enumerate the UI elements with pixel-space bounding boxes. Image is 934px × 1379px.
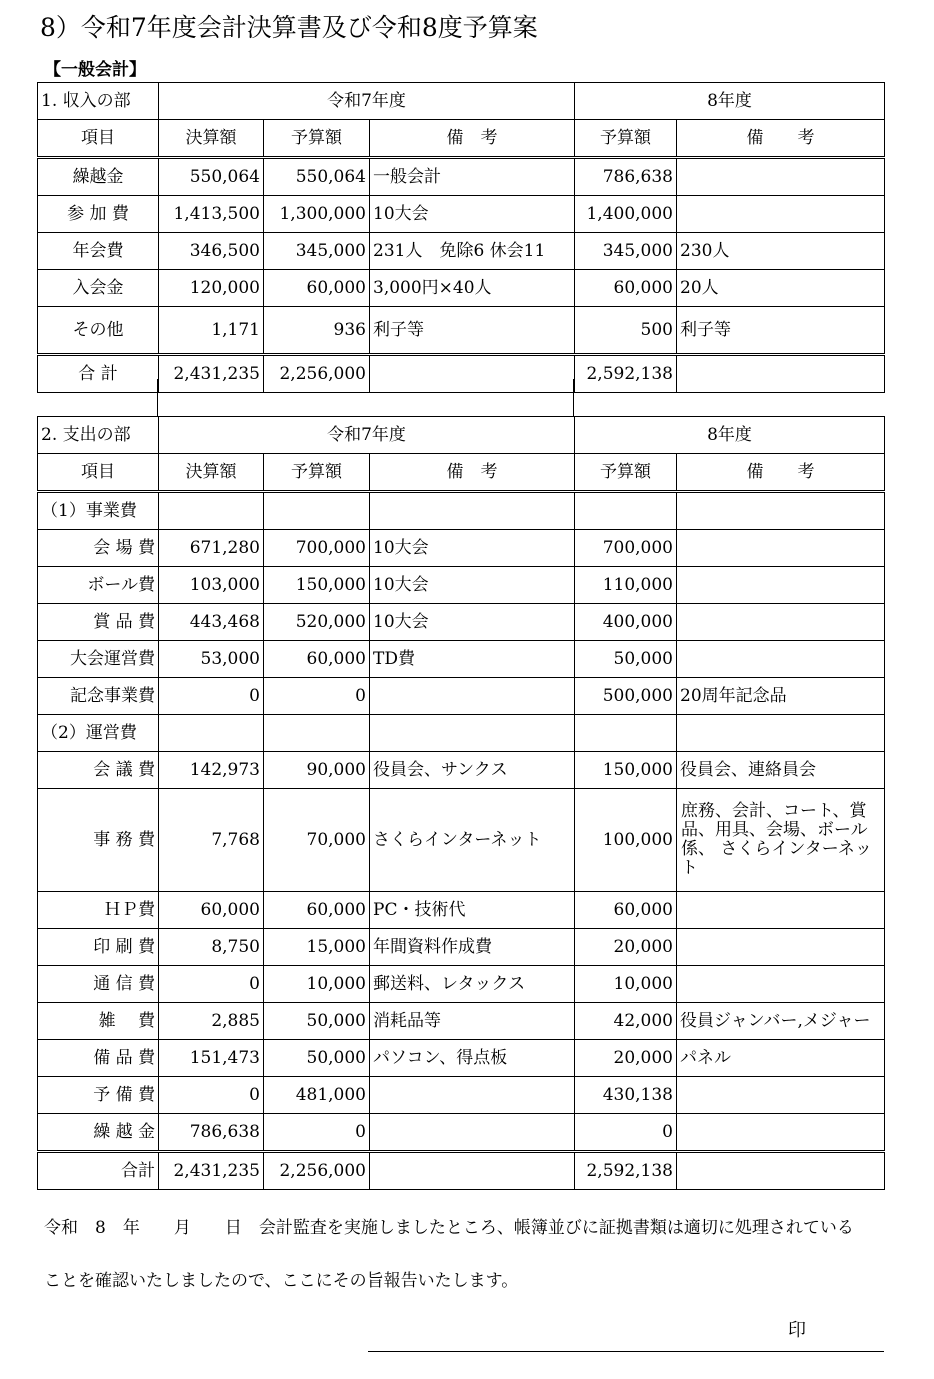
table-cell: （2）運営費	[38, 715, 159, 752]
table-cell: 1,300,000	[264, 196, 370, 233]
table-cell: 120,000	[159, 270, 264, 307]
table-cell: 60,000	[575, 892, 677, 929]
table-cell	[677, 641, 885, 678]
table-cell: 10,000	[264, 966, 370, 1003]
table-cell: 400,000	[575, 604, 677, 641]
table-row	[38, 789, 885, 892]
table-cell: 481,000	[264, 1077, 370, 1114]
table-cell: 1,413,500	[159, 196, 264, 233]
table-cell	[677, 567, 885, 604]
table-cell: 7,768	[159, 789, 264, 892]
audit-statement-line1: 令和 8 年 月 日 会計監査を実施しましたところ、帳簿並びに証拠書類は適切に処理されている	[44, 1218, 854, 1238]
table-cell: 予 備 費	[38, 1077, 159, 1114]
table-cell: 年会費	[38, 233, 159, 270]
table-cell	[575, 715, 677, 752]
table-cell: 雑 費	[38, 1003, 159, 1040]
table-cell: 0	[264, 678, 370, 715]
table-cell: 150,000	[264, 567, 370, 604]
table-cell: 0	[264, 1114, 370, 1152]
table-row	[38, 1114, 885, 1152]
next-year-label: 8年度	[575, 83, 885, 120]
table-cell: 合 計	[38, 355, 159, 393]
table-cell	[677, 158, 885, 196]
section-label: 2. 支出の部	[38, 417, 159, 454]
table-cell	[677, 196, 885, 233]
table-row	[38, 604, 885, 641]
table-cell	[677, 929, 885, 966]
table-cell: 利子等	[370, 307, 575, 355]
table-cell: 0	[575, 1114, 677, 1152]
table-cell: 60,000	[159, 892, 264, 929]
table-cell: PC・技術代	[370, 892, 575, 929]
table-cell: 100,000	[575, 789, 677, 892]
table-cell: 8,750	[159, 929, 264, 966]
column-header-row	[38, 120, 885, 158]
table-cell: 庶務、会計、コート、賞品、用具、会場、ボール係、 さくらインターネット	[677, 789, 885, 892]
table-cell: ＨＰ費	[38, 892, 159, 929]
table-cell: 入会金	[38, 270, 159, 307]
section-label: 1. 収入の部	[38, 83, 159, 120]
table-cell: 15,000	[264, 929, 370, 966]
table-row	[38, 1077, 885, 1114]
table-cell: 345,000	[575, 233, 677, 270]
table-cell: ボール費	[38, 567, 159, 604]
table-cell: 備 考	[677, 120, 885, 158]
table-cell: 繰 越 金	[38, 1114, 159, 1152]
table-cell: 20,000	[575, 929, 677, 966]
table-cell	[677, 604, 885, 641]
table-cell	[677, 966, 885, 1003]
table-cell: 1,400,000	[575, 196, 677, 233]
table-cell	[370, 355, 575, 393]
table-cell: 150,000	[575, 752, 677, 789]
table-cell: 役員会、サンクス	[370, 752, 575, 789]
table-cell: 20人	[677, 270, 885, 307]
table-cell	[370, 678, 575, 715]
table-cell: さくらインターネット	[370, 789, 575, 892]
table-row	[38, 270, 885, 307]
expense-table	[37, 416, 885, 1190]
section-header-row	[38, 83, 885, 120]
table-cell: 430,138	[575, 1077, 677, 1114]
table-cell: 役員会、連絡員会	[677, 752, 885, 789]
table-cell: 50,000	[264, 1003, 370, 1040]
table-cell	[370, 1152, 575, 1190]
table-cell: 印 刷 費	[38, 929, 159, 966]
table-cell: 151,473	[159, 1040, 264, 1077]
table-cell: 230人	[677, 233, 885, 270]
table-cell: 2,885	[159, 1003, 264, 1040]
table-cell: 110,000	[575, 567, 677, 604]
table-cell: 2,592,138	[575, 1152, 677, 1190]
table-cell: 賞 品 費	[38, 604, 159, 641]
table-cell: 50,000	[264, 1040, 370, 1077]
table-cell	[370, 492, 575, 530]
table-cell: 443,468	[159, 604, 264, 641]
table-cell	[677, 1077, 885, 1114]
table-cell	[677, 1152, 885, 1190]
table-cell: 90,000	[264, 752, 370, 789]
table-cell: 事 務 費	[38, 789, 159, 892]
table-cell: 2,431,235	[159, 355, 264, 393]
table-cell: 10大会	[370, 196, 575, 233]
table-cell: 消耗品等	[370, 1003, 575, 1040]
gap-divider-left	[157, 379, 158, 416]
table-cell: 20周年記念品	[677, 678, 885, 715]
table-cell: 記念事業費	[38, 678, 159, 715]
table-cell: パネル	[677, 1040, 885, 1077]
table-cell: 0	[159, 678, 264, 715]
table-cell: 42,000	[575, 1003, 677, 1040]
table-cell: 671,280	[159, 530, 264, 567]
table-cell	[264, 715, 370, 752]
table-cell: 50,000	[575, 641, 677, 678]
table-row	[38, 196, 885, 233]
table-cell: 10大会	[370, 530, 575, 567]
table-row	[38, 1040, 885, 1077]
table-cell	[370, 1077, 575, 1114]
table-cell: 700,000	[264, 530, 370, 567]
table-cell: 項目	[38, 120, 159, 158]
signature-line	[368, 1351, 884, 1352]
table-cell: 通 信 費	[38, 966, 159, 1003]
table-row	[38, 752, 885, 789]
table-cell	[677, 1114, 885, 1152]
table-cell: 2,431,235	[159, 1152, 264, 1190]
table-cell	[677, 492, 885, 530]
table-cell: 備 考	[370, 454, 575, 492]
table-cell: 10大会	[370, 567, 575, 604]
table-cell: 70,000	[264, 789, 370, 892]
table-cell	[677, 892, 885, 929]
table-cell: 項目	[38, 454, 159, 492]
section-subtitle: 【一般会計】	[44, 60, 146, 80]
table-cell	[677, 715, 885, 752]
table-cell: 会 場 費	[38, 530, 159, 567]
table-cell: 20,000	[575, 1040, 677, 1077]
table-cell: 予算額	[575, 454, 677, 492]
page-title: 8）令和7年度会計決算書及び令和8度予算案	[40, 13, 538, 42]
table-cell: 予算額	[264, 454, 370, 492]
group-row	[38, 715, 885, 752]
year-label: 令和7年度	[159, 417, 575, 454]
table-cell	[677, 530, 885, 567]
table-cell: 1,171	[159, 307, 264, 355]
table-cell: 936	[264, 307, 370, 355]
table-cell	[159, 715, 264, 752]
table-cell: 10,000	[575, 966, 677, 1003]
audit-statement-line2: ことを確認いたしましたので、ここにその旨報告いたします。	[44, 1271, 519, 1291]
table-cell: 0	[159, 966, 264, 1003]
table-cell	[159, 492, 264, 530]
table-cell: 備 品 費	[38, 1040, 159, 1077]
table-cell: 786,638	[159, 1114, 264, 1152]
table-row	[38, 966, 885, 1003]
table-cell	[575, 492, 677, 530]
table-cell: 合計	[38, 1152, 159, 1190]
table-cell: 0	[159, 1077, 264, 1114]
table-cell: 550,064	[264, 158, 370, 196]
table-cell: 103,000	[159, 567, 264, 604]
table-cell: 10大会	[370, 604, 575, 641]
table-cell: 備 考	[677, 454, 885, 492]
table-cell	[264, 492, 370, 530]
group-row	[38, 492, 885, 530]
table-row	[38, 1003, 885, 1040]
table-cell: 231人 免除6 休会11	[370, 233, 575, 270]
table-cell: 520,000	[264, 604, 370, 641]
table-cell: 年間資料作成費	[370, 929, 575, 966]
year-label: 令和7年度	[159, 83, 575, 120]
table-cell: 会 議 費	[38, 752, 159, 789]
table-row	[38, 929, 885, 966]
gap-divider-right	[573, 379, 574, 416]
table-cell: 500	[575, 307, 677, 355]
table-cell: TD費	[370, 641, 575, 678]
table-cell: 345,000	[264, 233, 370, 270]
next-year-label: 8年度	[575, 417, 885, 454]
table-cell: 一般会計	[370, 158, 575, 196]
table-cell: 550,064	[159, 158, 264, 196]
table-cell: パソコン、得点板	[370, 1040, 575, 1077]
table-cell: 予算額	[264, 120, 370, 158]
table-row	[38, 892, 885, 929]
table-cell: 繰越金	[38, 158, 159, 196]
seal-mark: 印	[788, 1320, 806, 1341]
table-cell	[370, 715, 575, 752]
table-cell: 2,256,000	[264, 1152, 370, 1190]
table-cell: 786,638	[575, 158, 677, 196]
table-cell: 2,592,138	[575, 355, 677, 393]
table-row	[38, 233, 885, 270]
table-cell: （1）事業費	[38, 492, 159, 530]
table-cell: 500,000	[575, 678, 677, 715]
income-table	[37, 82, 885, 393]
table-cell: 60,000	[264, 270, 370, 307]
table-cell: 参 加 費	[38, 196, 159, 233]
table-cell: 決算額	[159, 454, 264, 492]
table-cell: 53,000	[159, 641, 264, 678]
table-row	[38, 567, 885, 604]
table-cell	[677, 355, 885, 393]
table-cell: 大会運営費	[38, 641, 159, 678]
total-row	[38, 1152, 885, 1190]
table-cell: 2,256,000	[264, 355, 370, 393]
table-cell: 役員ジャンバー,メジャー	[677, 1003, 885, 1040]
table-cell: 3,000円×40人	[370, 270, 575, 307]
table-cell: 60,000	[264, 641, 370, 678]
total-row	[38, 355, 885, 393]
table-cell: 60,000	[264, 892, 370, 929]
table-cell: 60,000	[575, 270, 677, 307]
table-cell: 700,000	[575, 530, 677, 567]
table-row	[38, 158, 885, 196]
table-row	[38, 307, 885, 355]
table-row	[38, 530, 885, 567]
table-cell: 決算額	[159, 120, 264, 158]
table-row	[38, 641, 885, 678]
column-header-row	[38, 454, 885, 492]
table-row	[38, 678, 885, 715]
table-cell: 346,500	[159, 233, 264, 270]
table-cell: 予算額	[575, 120, 677, 158]
table-cell: 備 考	[370, 120, 575, 158]
section-header-row	[38, 417, 885, 454]
table-cell: 利子等	[677, 307, 885, 355]
table-cell	[370, 1114, 575, 1152]
table-cell: 郵送料、レタックス	[370, 966, 575, 1003]
table-cell: 142,973	[159, 752, 264, 789]
table-cell: その他	[38, 307, 159, 355]
